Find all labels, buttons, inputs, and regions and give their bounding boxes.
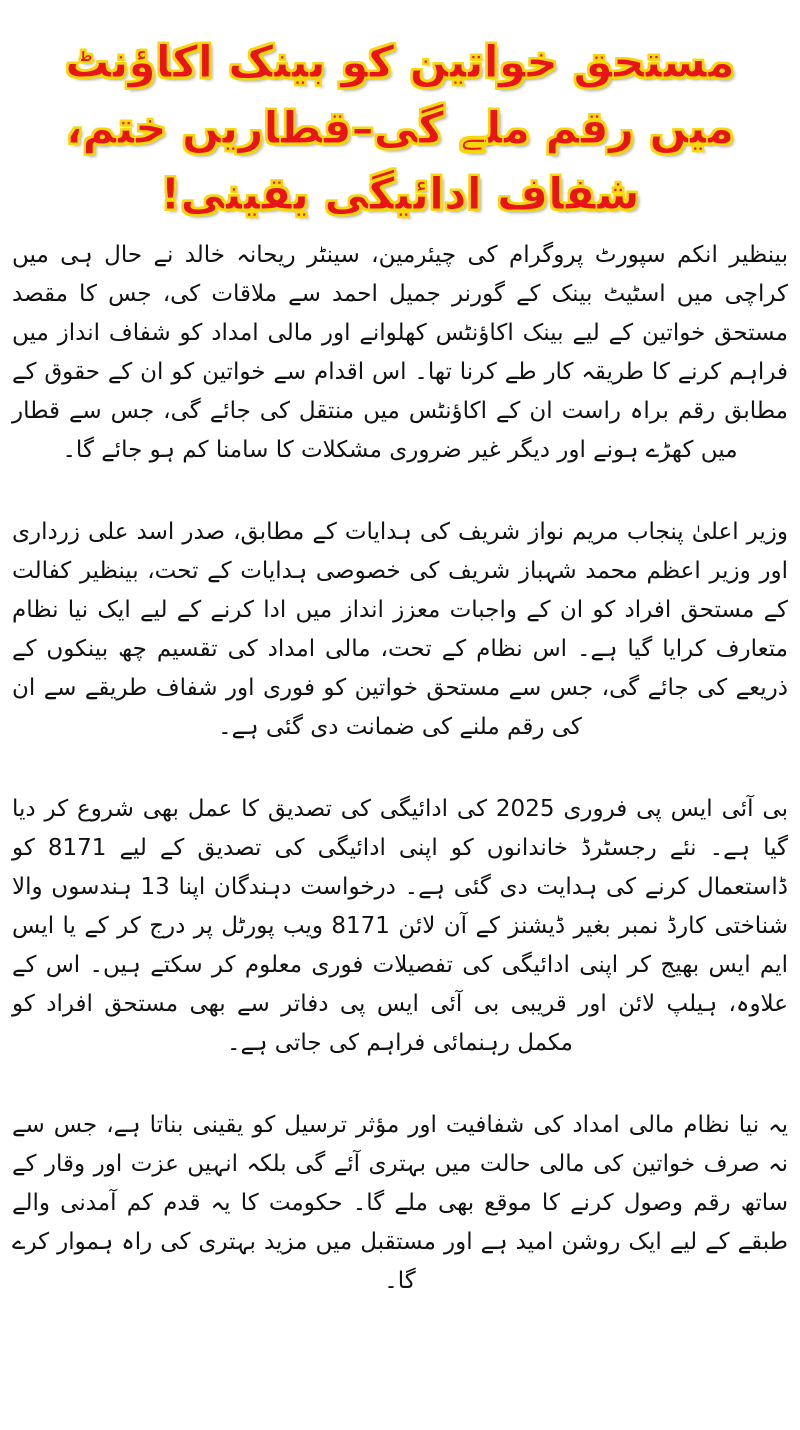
article-body [12, 236, 788, 1301]
article-paragraph: بی آئی ایس پی فروری 2025 کی ادائیگی کی تصدیق کا عمل بھی شروع کر دیا گیا ہے۔ نئے رجسٹرڈ خاندانوں کو اپنی ادائیگی کی تصدیق کے لیے 8171 کو ڈاستعمال کرنے کی ہدایت دی گئی ہے۔ درخواست دہندگان اپنا 13 ہندسوں والا شناختی کارڈ نمبر بغیر ڈیشنز کے آن لائن 8171 ویب پورٹل پر درج کر کے یا ایس ایم ایس بھیج کر اپنی ادائیگی کی تفصیلات فوری معلوم کر سکتے ہیں۔ اس کے علاوہ، ہیلپ لائن اور قریبی بی آئی ایس پی دفاتر سے بھی مستحق افراد کو مکمل رہنمائی فراہم کی جاتی ہے۔ [12, 796, 789, 1056]
article-paragraph: وزیر اعلیٰ پنجاب مریم نواز شریف کی ہدایات کے مطابق، صدر اسد علی زرداری اور وزیر اعظم محمد شہباز شریف کی خصوصی ہدایات کے تحت، بینظیر کفالت کے مستحق افراد کو ان کے واجبات معزز انداز میں ادا کرنے کے لیے ایک نیا نظام متعارف کرایا گیا ہے۔ اس نظام کے تحت، مالی امداد کی تقسیم چھ بینکوں کے ذریعے کی جائے گی، جس سے مستحق خواتین کو فوری اور شفاف طریقے سے ان کی رقم ملنے کی ضمانت دی گئی ہے۔ [12, 519, 788, 740]
paragraph-spacer [12, 747, 788, 790]
article-paragraph: یہ نیا نظام مالی امداد کی شفافیت اور مؤثر ترسیل کو یقینی بناتا ہے، جس سے نہ صرف خواتین کی مالی حالت میں بہتری آئے گی بلکہ انہیں عزت اور وقار کے ساتھ رقم وصول کرنے کا موقع بھی ملے گا۔ حکومت کا یہ قدم کم آمدنی والے طبقے کے لیے ایک روشن امید ہے اور مستقبل میں مزید بہتری کی راہ ہموار کرے گا۔ [12, 1112, 788, 1294]
article-headline: مستحق خواتین کو بینک اکاؤنٹ میں رقم ملے گی–قطاریں ختم، شفاف ادائیگی یقینی! [65, 37, 735, 220]
paragraph-spacer [12, 470, 788, 513]
paragraph-spacer [12, 1063, 788, 1106]
article-paragraph: بینظیر انکم سپورٹ پروگرام کی چیئرمین، سینٹر ریحانہ خالد نے حال ہی میں کراچی میں اسٹیٹ بینک کے گورنر جمیل احمد سے ملاقات کی، جس کا مقصد مستحق خواتین کے لیے بینک اکاؤنٹس کھلوانے اور مالی امداد کو شفاف انداز میں فراہم کرنے کا طریقہ کار طے کرنا تھا۔ اس اقدام سے خواتین کو ان کے حقوق کے مطابق رقم براہ راست ان کے اکاؤنٹس میں منتقل کی جائے گی، جس سے قطار میں کھڑے ہونے اور دیگر غیر ضروری مشکلات کا سامنا کم ہو جائے گا۔ [12, 242, 788, 463]
article-page [0, 30, 800, 1301]
